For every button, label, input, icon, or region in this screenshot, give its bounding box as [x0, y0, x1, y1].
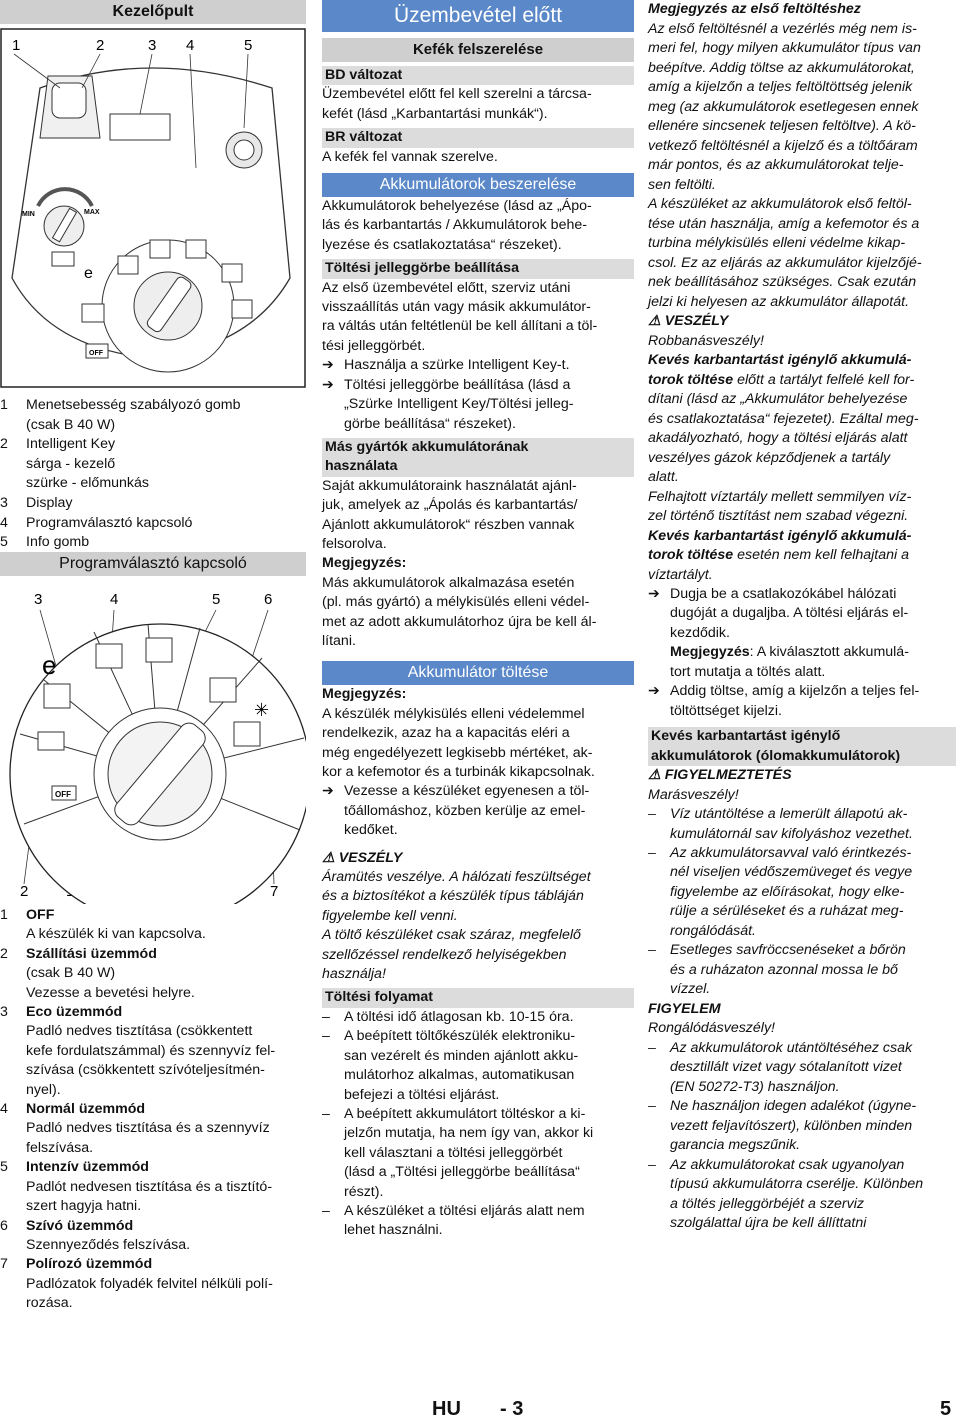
caution-line: desztillált vizet vagy sótalanított vizet — [670, 1059, 902, 1076]
legend-item: 4 Programválasztó kapcsoló — [0, 514, 193, 531]
explosion-line: veszélyes gázok képződjenek a tartály — [648, 449, 891, 466]
explosion-line: torok töltése esetén nem kell felhajtani a — [648, 547, 910, 563]
battery-install-line: lyezése és csatlakoztatása“ részeket). — [322, 236, 562, 253]
caution-line: vezett feljavítószert), különben minden — [670, 1117, 913, 1134]
arrow-icon: ➔ — [648, 586, 660, 602]
charging-process-heading: Töltési folyamat — [322, 988, 634, 1007]
arrow-icon: ➔ — [648, 683, 660, 700]
mode-off: 1 OFF A készülék ki van kapcsolva. — [0, 907, 206, 943]
other-line: juk, amelyek az „Ápolás és karbantartás/ — [322, 497, 578, 514]
explosion-line: Felhajtott víztartály mellett semmilyen víz- — [648, 488, 912, 505]
danger-line: használja! — [322, 966, 386, 983]
arrow-icon: ➔ — [322, 783, 334, 800]
curve-line: ra váltás után feltétlenül be kell állítani a töl- — [322, 318, 598, 335]
first-charge-heading: Megjegyzés az első feltöltéshez — [648, 1, 861, 17]
fig1-num-1: 1 — [12, 37, 21, 54]
warning-item: – Esetleges savfröccsenéseket a bőrön — [648, 942, 906, 959]
warning-line: rülje a sérüléseket és a ruházat meg- — [670, 903, 904, 920]
program-mode-list — [0, 906, 306, 1314]
note-line: lítani. — [322, 632, 356, 649]
first-charge-line: jelzi ki helyesen az akkumulátor állapotát. — [648, 293, 910, 310]
process-line: befejezi a töltési eljárást. — [344, 1086, 500, 1103]
off-label: OFF — [55, 790, 71, 799]
danger-line: figyelembe kell venni. — [322, 907, 458, 924]
explosion-line: alatt. — [648, 469, 679, 485]
plug-in-note: tort mutatja a töltés alatt. — [670, 663, 826, 680]
curve-step: ➔ Használja a szürke Intelligent Key-t. — [322, 356, 634, 375]
legend-item: (csak B 40 W) — [26, 416, 116, 433]
middle-column — [322, 0, 634, 1241]
legend-item: 5 Info gomb — [0, 534, 90, 551]
danger-line: A töltő készüléket csak száraz, megfelelő — [322, 927, 581, 944]
first-charge-line: ellenére sincsenek teljesen feltöltve). A kö- — [648, 118, 916, 134]
curve-step-line: görbe beállítása“ részeket). — [344, 415, 516, 432]
caution-label: FIGYELEM — [648, 1000, 721, 1017]
curve-line: tési jelleggörbét. — [322, 337, 426, 354]
process-line: mulátorhoz alkalmas, automatikusan — [344, 1067, 575, 1084]
fig2-num-2: 2 — [20, 883, 29, 900]
eco-e-icon: e — [42, 650, 57, 680]
note-line: (pl. más gyártó) a mélykisülés elleni védel- — [322, 594, 590, 611]
charge-note-label: Megjegyzés: — [322, 686, 407, 703]
warning-item: – Az akkumulátorsavval való érintkezés- — [648, 845, 912, 862]
first-charge-line: sen feltölti. — [648, 176, 716, 193]
right-column — [648, 0, 956, 1234]
control-panel-figure — [0, 28, 306, 388]
curve-step: ➔ Töltési jelleggörbe beállítása (lásd a — [322, 376, 634, 395]
charge-step-line: tőállomáshoz, közben kerülje az emel- — [344, 802, 586, 819]
explosion-danger-label: ⚠ VESZÉLY — [648, 313, 729, 329]
process-line: részt). — [344, 1183, 384, 1200]
bd-text-line: kefét (lásd „Karbantartási munkák“). — [322, 105, 548, 122]
warning-label: ⚠ FIGYELMEZTETÉS — [648, 767, 792, 784]
caution-item: – Az akkumulátorokat csak ugyanolyan — [648, 1156, 905, 1173]
warning-line: kumulátornál sav kifolyáshoz vezethet. — [670, 825, 913, 842]
explosion-line: torok töltése előtt a tartályt felfelé kell for- — [648, 371, 915, 388]
process-item: – A beépített töltőkészülék elektroniku- — [322, 1028, 576, 1045]
plug-in-line: kezdődik. — [670, 624, 730, 641]
fig2-num-4: 4 — [110, 591, 119, 608]
first-charge-line: tése után használja, amíg a kefemotor és a — [648, 215, 920, 232]
warning-line: és a ruházaton azonnal mossa le bő — [670, 961, 898, 978]
explosion-line: akadályozható, hogy a töltési eljárás alatt — [648, 430, 908, 446]
process-line: kell választani a töltési jelleggörbét — [344, 1144, 563, 1161]
charge-full-step: ➔ Addig töltse, amíg a kijelzőn a teljes fel- — [648, 682, 956, 701]
mode-normal: 4 Normál üzemmód Padló nedves tisztítása és a szennyvíz felszívása. — [0, 1101, 270, 1156]
note-label: Megjegyzés: — [322, 555, 407, 572]
warning-triangle-icon: ⚠ — [648, 767, 661, 784]
process-line: lehet használni. — [344, 1222, 443, 1239]
charge-note-line: kor a kefemotor és a turbinák kikapcsolnak. — [322, 764, 595, 780]
first-charge-line: amíg a kijelzőn a teljes feltöltöttség jelenik — [648, 79, 913, 95]
caution-line: szolgálattal újra be kell állíttatni — [670, 1215, 867, 1232]
other-line: Ajánlott akkumulátorok“ részben vannak — [322, 516, 575, 533]
control-panel-heading: Kezelőpult — [0, 0, 306, 24]
arrow-icon: ➔ — [322, 376, 334, 393]
other-brands-heading: Más gyártók akkumulátorának használata — [322, 438, 634, 477]
low-maintenance-heading: Kevés karbantartást igénylő akkumulátorok (ólomakkumulátorok) — [648, 727, 956, 766]
other-line: Saját akkumulátoraink használatát ajánl- — [322, 477, 577, 494]
fig2-num-7: 7 — [270, 883, 279, 900]
footer-number: 5 — [940, 1398, 952, 1420]
caution-item: – Ne használjon idegen adalékot (úgyne- — [648, 1098, 917, 1115]
mode-intensive: 5 Intenzív üzemmód Padlót nedvesen tisztítása és a tisztító- szert hagyja hatni. — [0, 1159, 273, 1215]
explosion-line: és csatlakoztatása“ fejezetet). Ezáltal meg- — [648, 410, 919, 427]
fig1-num-3: 3 — [148, 37, 157, 54]
charging-heading: Akkumulátor töltése — [322, 661, 634, 685]
polish-star-icon: ✳ — [254, 700, 270, 720]
first-charge-line: beépítve. Addig töltse az akkumulátorokat, — [648, 59, 915, 76]
arrow-icon: ➔ — [322, 357, 334, 374]
plug-in-step: ➔ Dugja be a csatlakozókábel hálózati — [648, 585, 956, 604]
battery-install-heading: Akkumulátorok beszerelése — [322, 173, 634, 197]
br-variant-label: BR változat — [322, 128, 634, 147]
charge-note-line: még engedélyezett legkisebb mértéket, ak- — [322, 744, 593, 761]
legend-item: 2 Intelligent Key — [0, 436, 116, 453]
battery-install-line: lás és karbantartás / Akkumulátorok behe- — [322, 217, 587, 234]
caution-line: típusú akkumulátorra cserélje. Különben — [670, 1176, 924, 1193]
fig1-num-2: 2 — [96, 37, 105, 54]
bd-variant-label: BD változat — [322, 66, 634, 85]
process-line: jelzőn mutatja, ha nem így van, akkor ki — [344, 1125, 594, 1142]
explosion-line: víztartályt. — [648, 566, 713, 583]
footer-page: - 3 — [500, 1398, 524, 1420]
first-charge-line: vetkező feltöltésnél a kijelző és a töltőáram — [648, 137, 918, 154]
danger-line: szellőzéssel rendelkező helyiségekben — [322, 946, 567, 963]
warning-line: rongálódását. — [670, 922, 756, 939]
fig1-num-4: 4 — [186, 37, 195, 54]
curve-line: Az első üzembevétel előtt, szerviz utáni — [322, 279, 571, 296]
charge-step-line: kedőket. — [344, 822, 398, 839]
footer-language: HU — [432, 1398, 461, 1420]
curve-step-line: „Szürke Intelligent Key/Töltési jelleg- — [344, 396, 574, 413]
charge-note-line: A készülék mélykisülés elleni védelemmel — [322, 705, 585, 722]
danger-label: ⚠ VESZÉLY — [322, 849, 403, 866]
explosion-line: zel történő tisztítást nem szabad végezni. — [648, 508, 909, 524]
fig1-off-label: OFF — [89, 350, 103, 357]
explosion-danger-sub: Robbanásveszély! — [648, 332, 764, 349]
note-line: Más akkumulátorok alkalmazása esetén — [322, 574, 575, 591]
battery-install-line: Akkumulátorok behelyezése (lásd az „Ápo- — [322, 198, 592, 215]
mode-transport: 2 Szállítási üzemmód (csak B 40 W) Vezesse a bevetési helyre. — [0, 945, 195, 1001]
fig1-num-5: 5 — [244, 37, 253, 54]
warning-triangle-icon: ⚠ — [322, 849, 335, 866]
legend-item: 3 Display — [0, 494, 73, 511]
first-charge-line: nek beállításához szükséges. Csak ezután — [648, 274, 917, 290]
explosion-line: Kevés karbantartást igénylő akkumulá- — [648, 352, 912, 368]
danger-line: és a biztosítékot a készülék típus tábláján — [322, 888, 584, 905]
fig1-e-icon: e — [84, 265, 93, 282]
section-title: Üzembevétel előtt — [322, 0, 634, 32]
caution-line: a töltés jelleggörbéjét a szerviz — [670, 1195, 864, 1212]
transport-icon — [38, 732, 64, 750]
warning-sub: Marásveszély! — [648, 786, 739, 803]
fig2-num-5: 5 — [212, 591, 221, 608]
caution-sub: Rongálódásveszély! — [648, 1020, 775, 1037]
warning-item: – Víz utántöltése a lemerült állapotú ak- — [648, 806, 908, 823]
fig2-num-3: 3 — [34, 591, 43, 608]
warning-line: figyelembe az előírásokat, hogy elke- — [670, 883, 905, 900]
warning-triangle-icon: ⚠ — [648, 313, 661, 329]
program-selector-heading: Programválasztó kapcsoló — [0, 552, 306, 576]
first-charge-line: Az első feltöltésnél a vezérlés még nem is- — [648, 20, 917, 37]
caution-item: – Az akkumulátorok utántöltéséhez csak — [648, 1039, 913, 1056]
first-charge-line: turbina mélykisülés elleni védelme kikap- — [648, 235, 906, 251]
min-label: MIN — [22, 211, 35, 218]
legend-item: sárga - kezelő — [26, 455, 116, 472]
warning-line: nél viseljen védőszemüveget és vegye — [670, 864, 913, 881]
process-item: – A készüléket a töltési eljárás alatt nem — [322, 1202, 585, 1219]
charge-curve-heading: Töltési jelleggörbe beállítása — [322, 259, 634, 278]
first-charge-line: meri fel, hogy milyen akkumulátor típus van — [648, 40, 921, 56]
other-line: felsorolva. — [322, 535, 387, 552]
charge-full-line: töltöttséget kijelzi. — [670, 702, 782, 719]
fig2-num-6: 6 — [264, 591, 273, 608]
note-line: met az adott akkumulátorhoz újra be kell ál- — [322, 613, 597, 630]
plug-in-line: dugóját a dugaljba. A töltési eljárás el- — [670, 605, 909, 622]
process-line: (lásd a „Töltési jelleggörbe beállítása“ — [344, 1164, 580, 1181]
bd-text-line: Üzembevétel előtt fel kell szerelni a tárcsa- — [322, 86, 592, 103]
legend-item: szürke - előmunkás — [26, 475, 150, 492]
curve-line: visszaállítás után vagy másik akkumulátor- — [322, 299, 591, 316]
first-charge-line: meg (az akkumulátorok esetlegesen ennek — [648, 98, 919, 115]
process-item: – A beépített akkumulátort töltéskor a ki- — [322, 1105, 586, 1122]
explosion-line: Kevés karbantartást igénylő akkumulá- — [648, 527, 912, 544]
first-charge-line: csol. Ez az eljárás az akkumulátor kijelzőjé- — [648, 254, 922, 271]
danger-line: Áramütés veszélye. A hálózati feszültséget — [322, 869, 591, 886]
caution-line: (EN 50272-T3) használjon. — [670, 1078, 840, 1095]
first-charge-line: A készüléket az akkumulátorok első feltöl- — [648, 196, 912, 212]
plug-in-note: Megjegyzés: A kiválasztott akkumulá- — [670, 644, 909, 661]
charge-step: ➔ Vezesse a készüléket egyenesen a töl- — [322, 782, 634, 801]
legend-item: 1 Menetsebesség szabályozó gomb — [0, 397, 241, 413]
max-label: MAX — [84, 209, 100, 216]
br-text: A kefék fel vannak szerelve. — [322, 148, 498, 165]
first-charge-line: már pontos, és az akkumulátorokat telje- — [648, 157, 904, 173]
explosion-line: dítani (lásd az „Akkumulátor behelyezése — [648, 391, 908, 407]
mode-eco: 3 Eco üzemmód Padló nedves tisztítása (csökkentett kefe fordulatszámmal) és szennyvíz fel- szívása (csökkentett szívóteljesítmén- nyel). — [0, 1004, 276, 1098]
process-line: san vezérelt és minden ajánlott akku- — [344, 1047, 579, 1064]
brush-heading: Kefék felszerelése — [322, 38, 634, 62]
warning-line: vízzel. — [670, 981, 711, 998]
program-selector-figure — [0, 584, 306, 904]
charge-note-line: rendelkezik, azaz ha a kapacitás eléri a — [322, 725, 570, 742]
mode-suction: 6 Szívó üzemmód Szennyeződés felszívása. — [0, 1217, 191, 1253]
mode-polish: 7 Polírozó üzemmód Padlózatok folyadék felvitel nélküli polí- rozása. — [0, 1256, 273, 1312]
process-item: – A töltési idő átlagosan kb. 10-15 óra. — [322, 1008, 574, 1025]
control-panel-legend — [0, 396, 306, 553]
caution-line: garancia megszűnik. — [670, 1137, 801, 1154]
